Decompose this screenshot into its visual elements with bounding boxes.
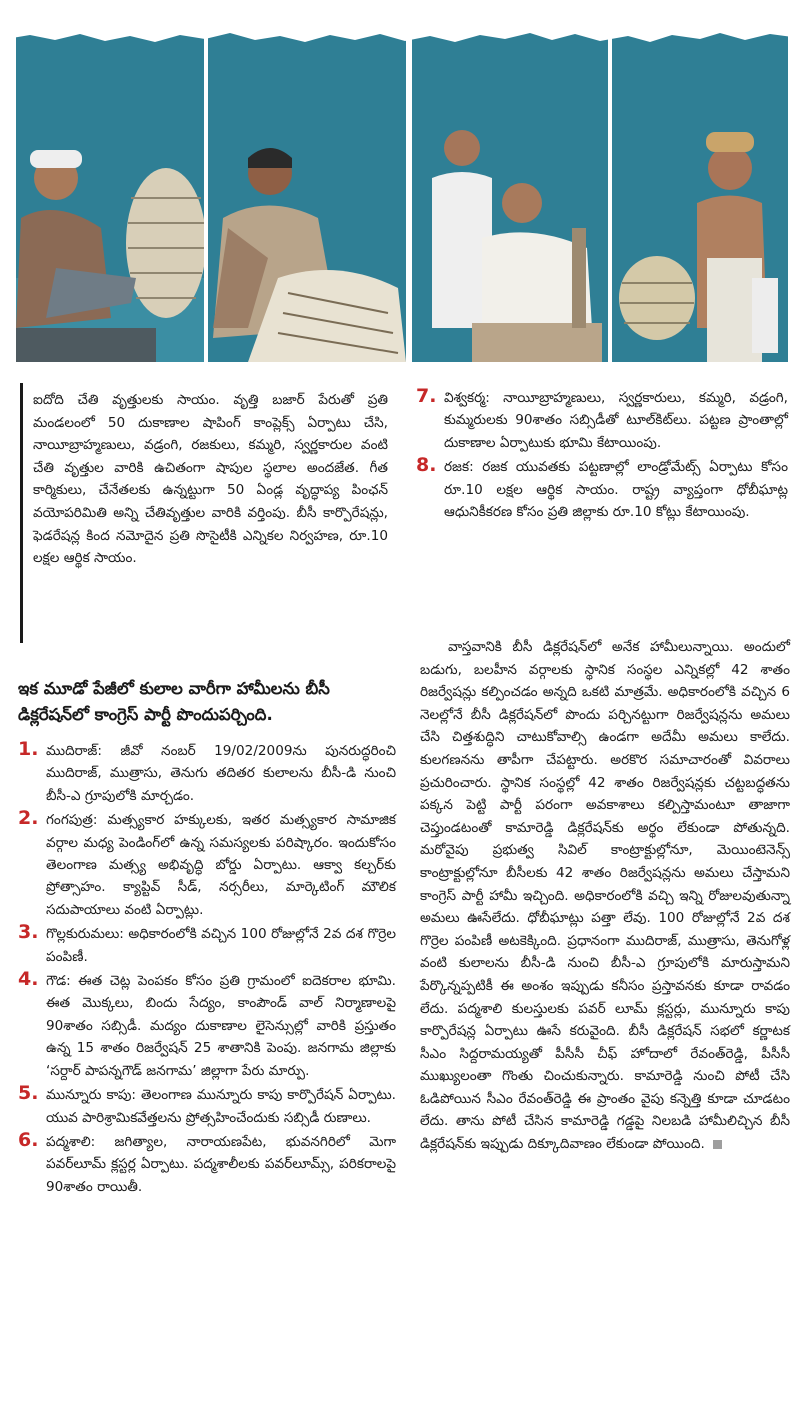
item-text: ముదిరాజ్: జీవో నంబర్ 19/02/2009ను పునరుద్ధరించి ముదిరాజ్, ముత్రాసు, తెనుగు తదితర కులాలను బీసీ-డి నుంచి బీసీ-ఎ గ్రూపులోకి మార్చడం. (46, 743, 396, 804)
item-number: 5. (18, 1082, 39, 1105)
list-item (18, 740, 396, 807)
item-number: 7. (416, 385, 437, 407)
photo-strip (0, 0, 800, 372)
intro-box (20, 383, 392, 643)
photo-toddy-tapper (612, 28, 788, 362)
item-text: మున్నూరు కాపు: తెలంగాణ మున్నూరు కాపు కార్పొరేషన్ ఏర్పాటు. యువ పారిశ్రామికవేత్తలను ప్రోత్సహించేందుకు సబ్సిడీ రుణాలు. (46, 1087, 396, 1126)
list-item (18, 809, 396, 921)
item-number: 3. (18, 921, 39, 944)
photo-barber-shaving (412, 28, 608, 362)
item-number: 6. (18, 1128, 39, 1151)
caste-promises-list-right (416, 387, 788, 525)
intro-text: ఐదోది చేతి వృత్తులకు సాయం. వృత్తి బజార్ పేరుతో ప్రతి మండలంలో 50 దుకాణాల షాపింగ్ కాంప్లెక్స్ ఏర్పాటు చేసి, నాయీబ్రాహ్మణులు, వడ్రంగి, రజకులు, కమ్మరి, స్వర్ణకారుల వంటి చేతి వృత్తుల వారికి ఉచితంగా షాపుల స్థలాల అందజేత. గీత కార్మికులు, చేనేతలకు ఉన్నట్టుగా 50 ఏండ్ల వృద్ధాప్య పింఛన్ వయోపరిమితి అన్ని చేతివృత్తుల వారికి వర్తింపు. బీసీ కార్పొరేషన్లు, ఫెడరేషన్ల కింద నమోదైన ప్రతి సొసైటీకి ఎన్నికల నిర్వహణ, రూ.10 లక్షల ఆర్థిక సాయం. (33, 392, 388, 567)
item-text: విశ్వకర్మ: నాయీబ్రాహ్మణులు, స్వర్ణకారులు, కమ్మరి, వడ్రంగి, కుమ్మరులకు 90శాతం సబ్సిడీతో టూల్‌కిట్‌లు. పట్టణ ప్రాంతాల్లో దుకాణాల ఏర్పాటుకు భూమి కేటాయింపు. (444, 390, 788, 451)
item-number: 8. (416, 454, 437, 477)
item-text: గంగపుత్ర: మత్స్యకార హక్కులకు, ఇతర మత్స్యకార సామాజిక వర్గాల మధ్య పెండింగ్‌లో ఉన్న సమస్యలకు పరిష్కారం. ఇందుకోసం తెలంగాణ మత్స్య అభివృద్ధి బోర్డు ఏర్పాటు. ఆక్వా కల్చర్‌కు ప్రోత్సాహం. క్యాప్టివ్ సీడ్, నర్సరీలు, మార్కెటింగ్ మౌలిక సదుపాయాలు వంటి ఏర్పాట్లు. (46, 812, 396, 918)
end-of-article-mark (713, 1140, 722, 1149)
article-body-text: వాస్తవానికి బీసీ డిక్లరేషన్‌లో అనేక హామీలున్నాయి. అందులో బడుగు, బలహీన వర్గాలకు స్థానిక సంస్థల ఎన్నికల్లో 42 శాతం రిజర్వేషన్లు కల్పించడం అన్నది ఒకటి మాత్రమే. అధికారంలోకి వచ్చిన 6 నెలల్లోనే బీసీ డిక్లరేషన్‌లో పొందు పర్చినట్టుగా రిజర్వేషన్లను అమలు చేసి చిత్తశుద్ధిని చాటుకోవాల్సి ఉండగా అదేమీ అమలు కాలేదు. కులగణనను తాపీగా చేపట్టారు. అరకొర సమాచారంతో వివరాలు ప్రచురించారు. స్థానిక సంస్థల్లో 42 శాతం రిజర్వేషన్లకు చట్టబద్ధతను పక్కన పెట్టి పార్టీ పరంగా అవకాశాలు కల్పిస్తామంటూ తాజాగా చెప్తుండటంతో కామారెడ్డి డిక్లరేషన్‌కు అర్థం లేకుండా పోతున్నది. మరోవైపు ప్రభుత్వ సివిల్ కాంట్రాక్టుల్లోనూ, మెయింటెనెన్స్ కాంట్రాక్టుల్లోనూ బీసీలకు 42 శాతం రిజర్వేషన్లను అమలు చేస్తామని కాంగ్రెస్ పార్టీ హామీ ఇచ్చింది. అధికారంలోకి వచ్చి ఇన్ని రోజులవుతున్నా అమలు ఊసేలేదు. ధోబీఘాట్లు పత్తా లేవు. 100 రోజుల్లోనే 2వ దశ గొర్రెల పంపిణీ అటకెక్కింది. ప్రధానంగా ముదిరాజ్, ముత్రాసు, తెనుగోళ్ల వంటి కులాలను బీసీ-డి నుంచి బీసీ-ఎ గ్రూపులోకి మారుస్తామని పేర్కొన్నప్పటికీ ఈ అంశం ఇప్పుడు కనీసం ప్రస్తావనకు కూడా రావడం లేదు. పద్మశాలి కులస్తులకు పవర్ లూమ్ క్లస్టర్లు, మున్నూరు కాపు కార్పొరేషన్ల ఏర్పాటు ఊసే కరువైంది. బీసీ డిక్లరేషన్ సభలో కర్ణాటక సీఎం సిద్దరామయ్యతో పీసీసీ చీఫ్ హోదాలో రేవంత్‌రెడ్డి, పీసీసీ ముఖ్యులంతా గొంతు చించుకున్నారు. కామారెడ్డి నుంచి పోటీ చేసి ఓడిపోయిన సీఎం రేవంత్‌రెడ్డి ఈ ప్రాంతం వైపు కన్నెత్తి కూడా చూడటం లేదు. తాను పోటీ చేసిన కామారెడ్డి గడ్డపై నిలబడి హామీలిచ్చిన బీసీ డిక్లరేషన్‌కు ఇప్పుడు దిక్కూదివాణం లేకుండా పోయింది. (420, 639, 790, 1153)
photo-basket-weaver-woman (208, 28, 406, 362)
item-number: 1. (18, 738, 39, 760)
list-item (18, 923, 396, 968)
list-item (18, 970, 396, 1082)
item-number: 2. (18, 807, 39, 830)
torn-paper-edge (0, 0, 800, 70)
article-body (420, 636, 790, 1156)
list-item (416, 456, 788, 523)
item-number: 4. (18, 968, 39, 991)
caste-promises-list-left (18, 740, 396, 1200)
item-text: గొల్లకురుమలు: అధికారంలోకి వచ్చిన 100 రోజుల్లోనే 2వ దశ గొర్రెల పంపిణీ. (46, 926, 396, 965)
list-item (18, 1128, 396, 1198)
photo-basket-weaver-man (16, 28, 204, 362)
item-text: రజక: రజక యువతకు పట్టణాల్లో లాండ్రోమేట్స్ ఏర్పాటు కోసం రూ.10 లక్షల ఆర్థిక సాయం. రాష్ట్ర వ్యాప్తంగా ధోబీఘాట్ల ఆధునికీకరణ కోసం ప్రతి జిల్లాకు రూ.10 కోట్లు కేటాయింపు. (444, 459, 788, 521)
item-text: పద్మశాలి: జగిత్యాల, నారాయణపేట, భువనగిరిలో మెగా పవర్‌లూమ్ క్లస్టర్ల ఏర్పాటు. పద్మశాలీలకు పవర్‌లూమ్స్, పరికరాలపై 90శాతం రాయితీ. (46, 1133, 396, 1195)
list-item (18, 1084, 396, 1129)
list-item (416, 387, 788, 454)
item-text: గౌడ: ఈత చెట్ల పెంపకం కోసం ప్రతి గ్రామంలో ఐదెకరాల భూమి. ఈత మొక్కలు, బిందు సేద్యం, కాంపౌండ్ వాల్ నిర్మాణాలపై 90శాతం సబ్సిడీ. మద్యం దుకాణాల లైసెన్సుల్లో వారికి ప్రస్తుతం ఉన్న 15 శాతం రిజర్వేషన్ 25 శాతానికి పెంపు. జనగామ జిల్లాకు ‘సర్దార్ పాపన్నగౌడ్ జనగామ’ జిల్లాగా పేరు మార్పు. (46, 973, 396, 1079)
section-lead: ఇక మూడో పేజీలో కులాల వారీగా హామీలను బీసీ డిక్లరేషన్‌లో కాంగ్రెస్ పార్టీ పొందుపర్చింది. (18, 679, 330, 724)
